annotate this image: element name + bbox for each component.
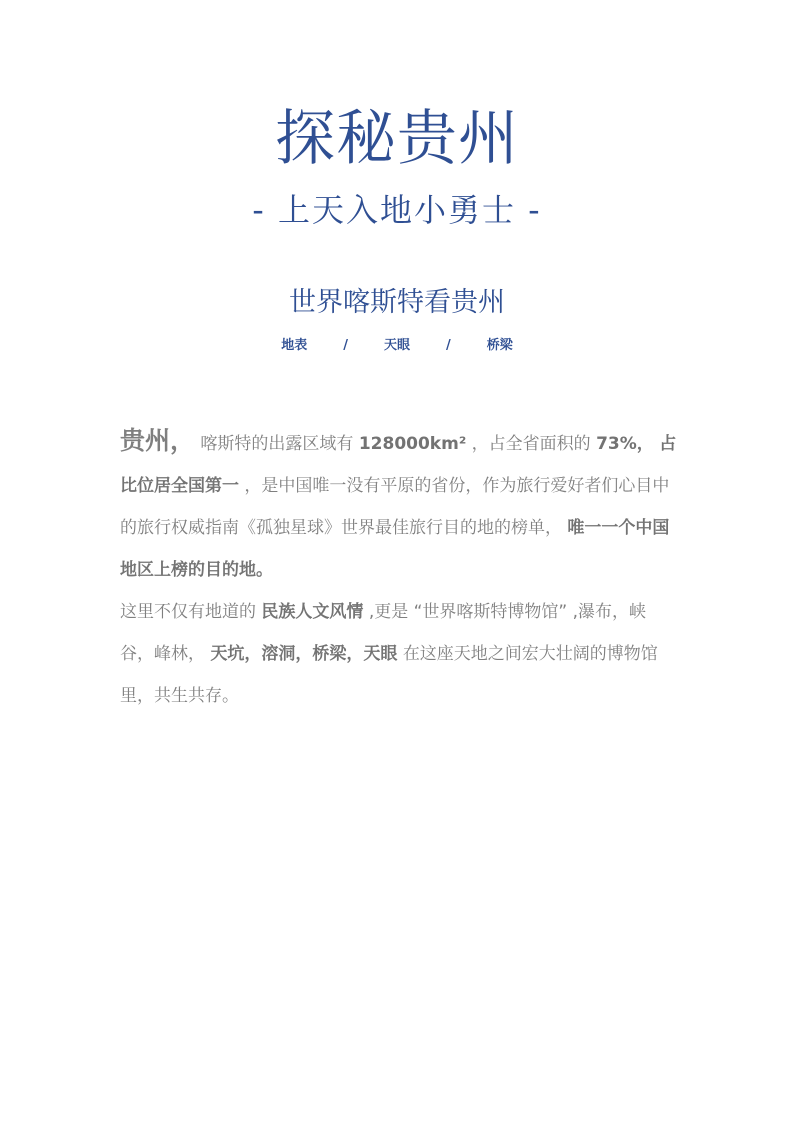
article-paragraph-2 xyxy=(120,591,680,717)
stat-percentage: 73%， xyxy=(596,434,654,454)
article-content xyxy=(120,420,680,717)
nav-item-sky-eye: 天眼 xyxy=(383,338,410,353)
nav-separator: / xyxy=(446,338,451,353)
nav-separator: / xyxy=(343,338,348,353)
highlight-text: 天坑，溶洞，桥梁，天眼 xyxy=(210,644,398,664)
paragraph-text: 这里不仅有地道的 xyxy=(120,602,256,622)
stat-area: 128000km² xyxy=(358,434,467,454)
lead-text: 贵州， xyxy=(120,426,196,455)
paragraph-text: ，占全省面积的 xyxy=(471,434,597,454)
paragraph-text: 喀斯特的出露区域有 xyxy=(200,434,359,454)
highlight-text: 唯一一个中国地区上榜的目的地。 xyxy=(120,518,670,580)
section-nav xyxy=(0,337,794,355)
paragraph-text: ，是中国唯一没有平原的省份，作为旅行爱好者们心目中的旅行权威指南《孤独星球》世界最佳旅行目的地的榜单， xyxy=(120,476,670,538)
highlight-text: 民族人文风情 xyxy=(261,602,364,622)
paragraph-text: ,更是 “世界喀斯特博物馆” ,瀑布，峡谷，峰林， xyxy=(120,602,647,664)
section-title: 世界喀斯特看贵州 xyxy=(289,287,505,318)
paragraph-text: 在这座天地之间宏大壮阔的博物馆里，共生共存。 xyxy=(120,644,658,706)
highlight-text: 占比位居全国第一 xyxy=(120,434,677,496)
article-paragraph-1 xyxy=(120,420,680,591)
nav-item-bridges: 桥梁 xyxy=(486,338,513,353)
page-title: 探秘贵州 xyxy=(275,104,519,174)
page-subtitle: - 上天入地小勇士 - xyxy=(252,191,542,229)
nav-item-surface: 地表 xyxy=(281,338,308,353)
